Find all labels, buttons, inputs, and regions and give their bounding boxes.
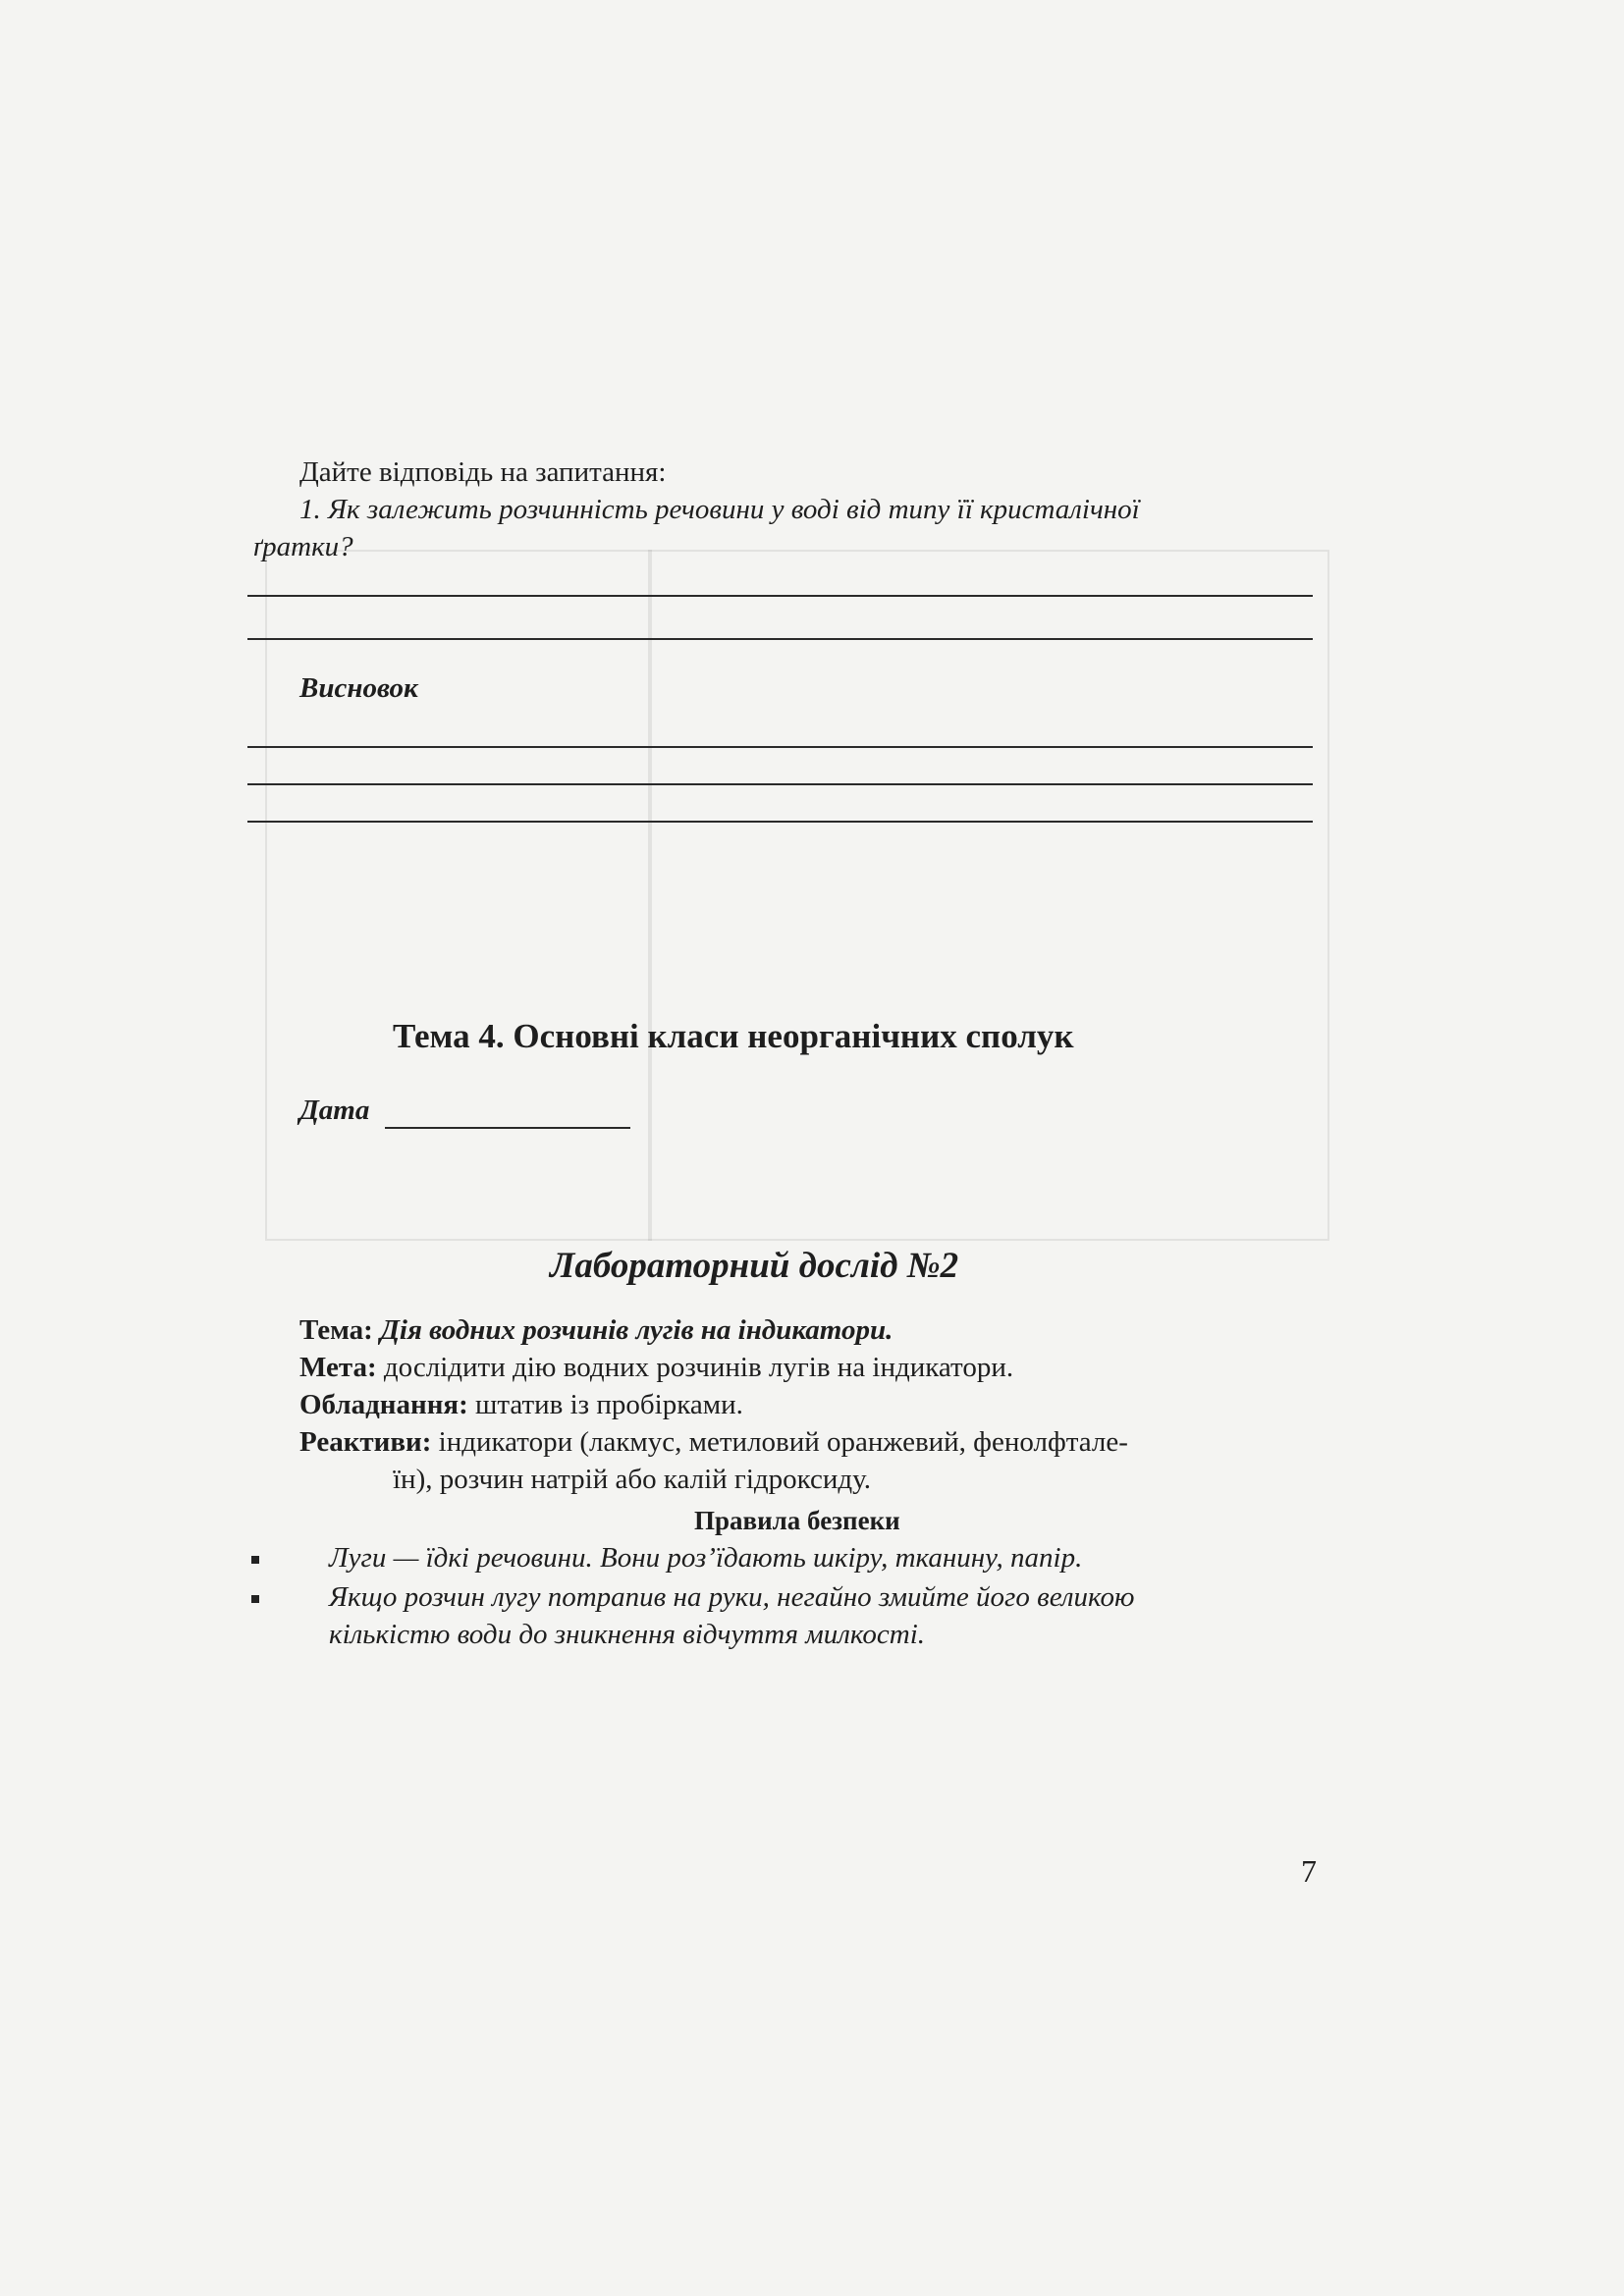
conclusion-line-3[interactable] (247, 821, 1313, 823)
bullet-icon (251, 1556, 259, 1564)
lab-reagents-label: Реактиви: (299, 1426, 432, 1458)
lab-reagents-row (299, 1423, 1128, 1461)
lab-topic-row (299, 1311, 893, 1349)
lab-goal-value: дослідити дію водних розчинів лугів на індикатори. (383, 1352, 1014, 1383)
lab-equipment-label: Обладнання: (299, 1389, 468, 1420)
answer-line-2[interactable] (247, 638, 1313, 640)
question-prompt: Дайте відповідь на запитання: (299, 456, 667, 488)
safety-rule-1: Луги — їдкі речовини. Вони роз’їдають шкіру, тканину, папір. (329, 1542, 1083, 1574)
date-line[interactable] (385, 1127, 630, 1129)
answer-line-1[interactable] (247, 595, 1313, 597)
lab-equipment-row (299, 1386, 743, 1423)
bullet-icon (251, 1595, 259, 1603)
lab-goal-row (299, 1349, 1013, 1386)
lab-topic-label: Тема: (299, 1314, 373, 1346)
show-through-table (265, 550, 1329, 1241)
safety-rule-2-line-2: кількістю води до зникнення відчуття милкості. (329, 1619, 926, 1650)
lab-title: Лабораторний дослід №2 (550, 1246, 959, 1286)
safety-rule-2-line-1: Якщо розчин лугу потрапив на руки, негайно змийте його великою (329, 1581, 1135, 1613)
topic-title: Тема 4. Основні класи неорганічних сполук (393, 1017, 1074, 1055)
conclusion-label: Висновок (299, 672, 418, 704)
page-number: 7 (1301, 1853, 1317, 1889)
question-1-line-1: 1. Як залежить розчинність речовини у воді від типу її кристалічної (299, 494, 1140, 525)
lab-topic-value: Дія водних розчинів лугів на індикатори. (380, 1314, 893, 1346)
question-1-line-2: ґратки? (253, 531, 353, 562)
conclusion-line-1[interactable] (247, 746, 1313, 748)
lab-reagents-line-1: індикатори (лакмус, метиловий оранжевий, фенолфтале- (438, 1426, 1128, 1458)
lab-equipment-value: штатив із пробірками. (475, 1389, 743, 1420)
conclusion-line-2[interactable] (247, 783, 1313, 785)
show-through-column-divider (648, 550, 652, 1241)
safety-title: Правила безпеки (694, 1506, 900, 1535)
lab-goal-label: Мета: (299, 1352, 377, 1383)
date-label: Дата (299, 1095, 370, 1126)
lab-reagents-line-2: їн), розчин натрій або калій гідроксиду. (393, 1464, 871, 1495)
